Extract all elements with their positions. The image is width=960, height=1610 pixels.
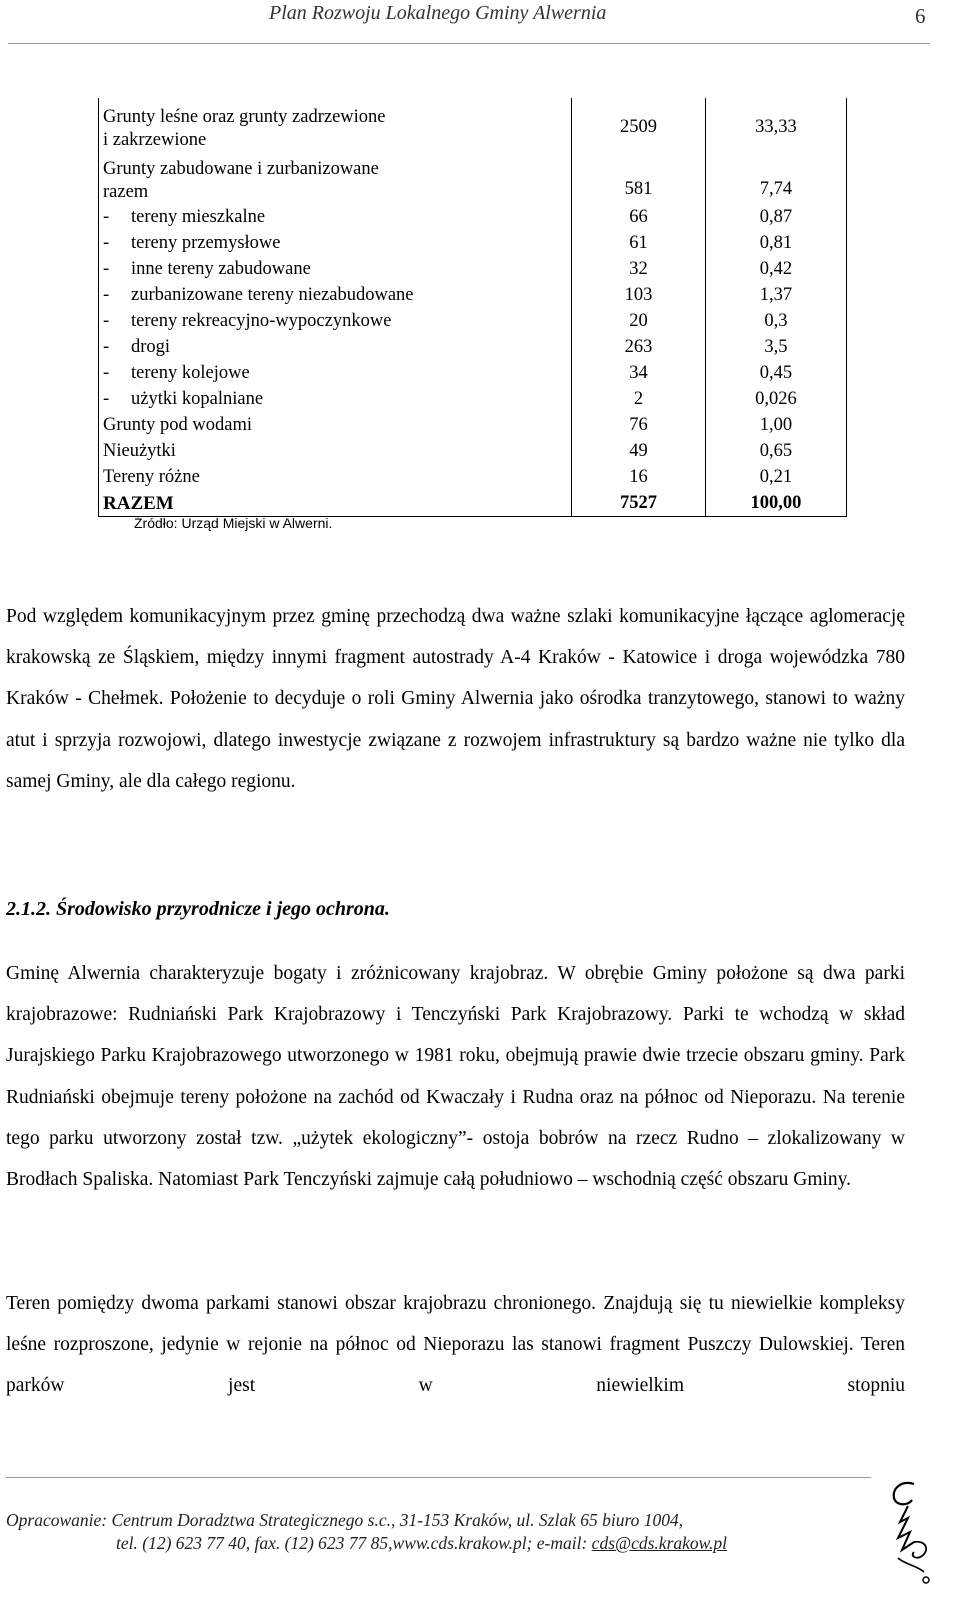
table-cell-percent: 7,74	[705, 152, 846, 204]
table-cell-area: 2	[572, 386, 706, 412]
table-cell-percent: 0,42	[705, 256, 846, 282]
table-cell-label: - zurbanizowane tereny niezabudowane	[99, 282, 572, 308]
cds-logo-icon	[874, 1476, 934, 1588]
table-cell-percent: 0,3	[705, 308, 846, 334]
table-row	[99, 438, 847, 464]
table-cell-percent: 0,21	[705, 464, 846, 490]
table-source-note: Źródło: Urząd Miejski w Alwerni.	[134, 515, 333, 531]
table-cell-label: - tereny kolejowe	[99, 360, 572, 386]
footer-address: Opracowanie: Centrum Doradztwa Strategicznego s.c., 31-153 Kraków, ul. Szlak 65 biuro 1004,	[6, 1510, 684, 1530]
table-cell-area: 2509	[572, 98, 706, 152]
paragraph-protected-area: Teren pomiędzy dwoma parkami stanowi obszar krajobrazu chronionego. Znajdują się tu niewielkie kompleksy leśne rozproszone, jedynie w rejonie na północ od Nieporazu las stanowi fragment Puszczy Dulowskiej. Teren parków jest w niewielkim stopniu	[6, 1293, 905, 1397]
table-cell-percent: 0,65	[705, 438, 846, 464]
table-cell-percent: 0,87	[705, 204, 846, 230]
section-heading: 2.1.2. Środowisko przyrodnicze i jego ochrona.	[6, 898, 390, 920]
table-row	[99, 334, 847, 360]
table-row	[99, 98, 847, 152]
table-cell-area: 61	[572, 230, 706, 256]
table-cell-area: 581	[572, 152, 706, 204]
table-cell-label: - tereny rekreacyjno-wypoczynkowe	[99, 308, 572, 334]
header-divider	[8, 43, 930, 44]
table-cell-area: 32	[572, 256, 706, 282]
table-cell-area: 34	[572, 360, 706, 386]
table-cell-percent: 3,5	[705, 334, 846, 360]
table-row	[99, 152, 847, 204]
table-row	[99, 464, 847, 490]
table-cell-area: 103	[572, 282, 706, 308]
paragraph-transport: Pod względem komunikacyjnym przez gminę przechodzą dwa ważne szlaki komunikacyjne łączące aglomerację krakowską ze Śląskiem, między innymi fragment autostrady A-4 Kraków - Katowice i droga wojewódzka 780 Kraków - Chełmek. Położenie to decyduje o roli Gminy Alwernia jako ośrodka tranzytowego, stanowi to ważny atut i sprzyja rozwojowi, dlatego inwestycje związane z rozwojem infrastruktury są bardzo ważne nie tylko dla samej Gminy, ale dla całego regionu.	[6, 606, 905, 792]
table-row	[99, 360, 847, 386]
document-title: Plan Rozwoju Lokalnego Gminy Alwernia	[269, 2, 607, 24]
table-cell-label: RAZEM	[99, 490, 572, 517]
table-row	[99, 256, 847, 282]
table-cell-area: 49	[572, 438, 706, 464]
table-cell-area: 16	[572, 464, 706, 490]
footer-contact: tel. (12) 623 77 40, fax. (12) 623 77 85,www.cds.krakow.pl; e-mail: cds@cds.krakow.pl	[116, 1533, 728, 1553]
table-cell-area: 263	[572, 334, 706, 360]
table-row	[99, 412, 847, 438]
table-cell-percent: 0,81	[705, 230, 846, 256]
table-total-row	[99, 490, 847, 517]
table-cell-area: 7527	[572, 490, 706, 517]
paragraph-landscape-parks: Gminę Alwernia charakteryzuje bogaty i zróżnicowany krajobraz. W obrębie Gminy położone są dwa parki krajobrazowe: Rudniański Park Krajobrazowy i Tenczyński Park Krajobrazowy. Parki te wchodzą w skład Jurajskiego Parku Krajobrazowego utworzonego w 1981 roku, obejmują prawie dwie trzecie obszaru gminy. Park Rudniański obejmuje tereny położone na zachód od Kwaczały i Rudna oraz na północ od Nieporazu. Na terenie tego parku utworzony został tzw. „użytek ekologiczny”- ostoja bobrów na rzecz Rudno – zlokalizowany w Brodłach Spaliska. Natomiast Park Tenczyński zajmuje całą południowo – wschodnią część obszaru Gminy.	[6, 963, 905, 1191]
table-cell-area: 20	[572, 308, 706, 334]
table-cell-label: - tereny mieszkalne	[99, 204, 572, 230]
table-row	[99, 282, 847, 308]
table-cell-label: - drogi	[99, 334, 572, 360]
table-cell-percent: 33,33	[705, 98, 846, 152]
table-cell-label: Nieużytki	[99, 438, 572, 464]
table-row	[99, 230, 847, 256]
table-cell-label: - tereny przemysłowe	[99, 230, 572, 256]
table-cell-percent: 0,45	[705, 360, 846, 386]
table-cell-area: 76	[572, 412, 706, 438]
table-row	[99, 204, 847, 230]
footer-email-link[interactable]: cds@cds.krakow.pl	[591, 1533, 728, 1553]
page-number: 6	[915, 4, 926, 28]
table-cell-label: Grunty zabudowane i zurbanizowane razem	[99, 152, 572, 204]
table-cell-label: - inne tereny zabudowane	[99, 256, 572, 282]
table-cell-percent: 100,00	[705, 490, 846, 517]
table-cell-label: Tereny różne	[99, 464, 572, 490]
table-row	[99, 308, 847, 334]
table-row	[99, 386, 847, 412]
land-use-table	[98, 98, 847, 517]
table-cell-label: Grunty leśne oraz grunty zadrzewione i zakrzewione	[99, 98, 572, 152]
table-cell-label: - użytki kopalniane	[99, 386, 572, 412]
table-cell-area: 66	[572, 204, 706, 230]
footer-divider	[6, 1477, 871, 1478]
table-cell-percent: 0,026	[705, 386, 846, 412]
page-header	[0, 0, 960, 44]
table-cell-percent: 1,37	[705, 282, 846, 308]
table-cell-percent: 1,00	[705, 412, 846, 438]
table-cell-label: Grunty pod wodami	[99, 412, 572, 438]
